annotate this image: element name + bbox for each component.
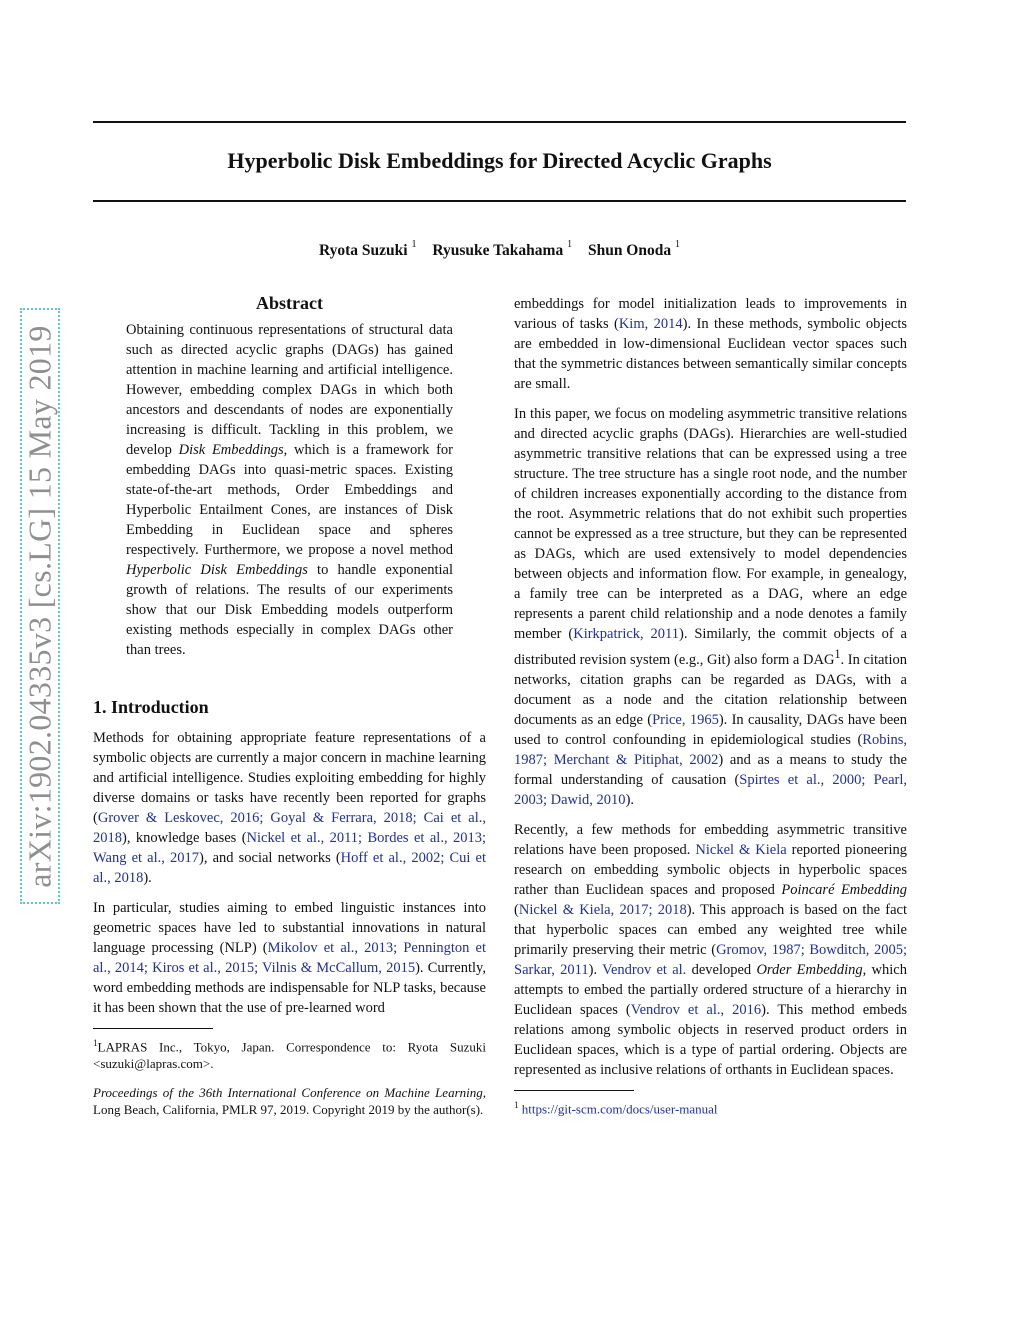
citation-link[interactable]: Mikolov et al., 2013; Pennington et al., 2014; Kiros et al., 2015; Vilnis & McCallum, 2015 bbox=[93, 940, 486, 976]
footnote-rule bbox=[93, 1028, 213, 1029]
citation-link[interactable]: Nickel et al., 2011; Bordes et al., 2013; Wang et al., 2017 bbox=[93, 830, 487, 866]
section-heading-introduction: 1. Introduction bbox=[93, 697, 209, 717]
citation-link[interactable]: Vendrov et al. bbox=[602, 961, 687, 978]
top-rule bbox=[93, 121, 906, 123]
footnote-marker[interactable]: 1 bbox=[834, 647, 841, 661]
author: Ryusuke Takahama $^1$ bbox=[432, 239, 573, 260]
git-manual-link[interactable]: https://git-scm.com/docs/user-manual bbox=[521, 1101, 718, 1117]
body-paragraph: Recently, a few methods for embedding asymmetric transitive relations have been proposed. Nickel & Kiela reported pioneering research on embedding symbolic objects in hyperbolic spaces rather than Euclidean spaces and proposed Poincaré Embedding (Nickel & Kiela, 2017; 2018). This approach is based on the fact that hyperbolic spaces can embed any weighted tree while primarily preserving their metric (Gromov, 1987; Bowditch, 2005; Sarkar, 2011). Vendrov et al. developed Order Embedding, which attempts to embed the partially ordered structure of a hierarchy in Euclidean spaces (Vendrov et al., 2016). This method embeds relations among symbolic objects in reserved product orders in Euclidean spaces, which is a type of partial ordering. Objects are represented as inclusive relations of orthants in Euclidean spaces. bbox=[514, 821, 907, 1078]
citation-link[interactable]: Gromov, 1987; Bowditch, 2005; Sarkar, 2011 bbox=[514, 941, 907, 978]
intro-paragraph: In particular, studies aiming to embed linguistic instances into geometric spaces have led to substantial innovations in natural language processing (NLP) (Mikolov et al., 2013; Pennington et al., 2014; Kiros et al., 2015; Vilnis & McCallum, 2015). Currently, word embedding methods are indispensable for NLP tasks, because it has been shown that the use of pre-learned word bbox=[93, 900, 486, 1016]
citation-link[interactable]: Robins, 1987; Merchant & Pitiphat, 2002 bbox=[514, 731, 907, 768]
citation-link[interactable]: Nickel & Kiela bbox=[695, 841, 787, 858]
title-bottom-rule bbox=[93, 200, 906, 202]
citation-link[interactable]: Kim, 2014 bbox=[618, 316, 683, 332]
right-column bbox=[514, 294, 907, 1129]
citation-link[interactable]: Kirkpatrick, 2011 bbox=[573, 626, 680, 642]
arxiv-identifier-stamp[interactable]: arXiv:1902.04335v3 [cs.LG] 15 May 2019 bbox=[20, 308, 60, 904]
author: Shun Onoda $^1$ bbox=[587, 239, 680, 260]
url-footnote: $^1$ https://git-scm.com/docs/user-manual bbox=[514, 1099, 718, 1117]
citation-link[interactable]: Nickel & Kiela, 2017; 2018 bbox=[518, 901, 687, 918]
author: Ryota Suzuki $^1$ bbox=[319, 239, 417, 260]
citation-link[interactable]: Spirtes et al., 2000; Pearl, 2003; Dawid, 2010 bbox=[514, 771, 907, 808]
citation-link[interactable]: Vendrov et al., 2016 bbox=[630, 1001, 762, 1018]
author-list bbox=[93, 236, 906, 262]
citation-link[interactable]: Price, 1965 bbox=[652, 711, 719, 728]
abstract-text: Obtaining continuous representations of structural data such as directed acyclic graphs (DAGs) has gained attention in machine learning and artificial intelligence. However, embedding complex DAGs in which both ancestors and descendants of nodes are exponentially increasing is difficult. Tackling in this problem, we develop Disk Embeddings, which is a framework for embedding DAGs into quasi-metric spaces. Existing state-of-the-art methods, Order Embeddings and Hyperbolic Entailment Cones, are instances of Disk Embedding in Euclidean space and spheres respectively. Furthermore, we propose a novel method Hyperbolic Disk Embeddings to handle exponential growth of relations. The results of our experiments show that our Disk Embedding models outperform existing methods especially in complex DAGs other than trees. bbox=[126, 322, 453, 658]
body-paragraph: In this paper, we focus on modeling asymmetric transitive relations and directed acyclic graphs (DAGs). Hierarchies are well-studied asymmetric transitive relations that can be expressed using a tree structure. The tree structure has a single root node, and the number of children increases exponentially according to the distance from the root. Asymmetric relations that do not exhibit such properties cannot be expressed as a tree structure, but they can be represented as DAGs, which are used extensively to model dependencies between objects and information flow. For example, in genealogy, a family tree can be interpreted as a DAG, where an edge represents a parent child relationship and a node denotes a family member (Kirkpatrick, 2011). Similarly, the commit objects of a distributed revision system (e.g., Git) also form a DAG$^1$. In citation networks, citation graphs can be regarded as DAGs, with a document as a node and the citation relationship between documents as an edge (Price, 1965). In causality, DAGs have been used to control confounding in epidemiological studies (Robins, 1987; Merchant & Pitiphat, 2002) and as a means to study the formal understanding of causation (Spirtes et al., 2000; Pearl, 2003; Dawid, 2010). bbox=[514, 406, 907, 808]
proceedings-note: Proceedings of the 36th International Conference on Machine Learning, Long Beach, California, PMLR 97, 2019. Copyright 2019 by the author(s). bbox=[93, 1085, 486, 1118]
citation-link[interactable]: Grover & Leskovec, 2016; Goyal & Ferrara, 2018; Cai et al., 2018 bbox=[93, 810, 486, 846]
citation-link[interactable]: Hoff et al., 2002; Cui et al., 2018 bbox=[93, 850, 486, 886]
body-paragraph: embeddings for model initialization leads to improvements in various of tasks (Kim, 2014). In these methods, symbolic objects are embedded in low-dimensional Euclidean vector spaces such that the symmetric distances between semantically similar concepts are small. bbox=[514, 296, 908, 392]
intro-paragraph: Methods for obtaining appropriate feature representations of a symbolic objects are currently a major concern in machine learning and artificial intelligence. Studies exploiting embedding for highly diverse domains or tasks have recently been reported for graphs (Grover & Leskovec, 2016; Goyal & Ferrara, 2018; Cai et al., 2018), knowledge bases (Nickel et al., 2011; Bordes et al., 2013; Wang et al., 2017), and social networks (Hoff et al., 2002; Cui et al., 2018). bbox=[93, 730, 487, 886]
footnote-rule bbox=[514, 1090, 634, 1091]
paper-title: Hyperbolic Disk Embeddings for Directed Acyclic Graphs bbox=[227, 148, 772, 173]
abstract-heading: Abstract bbox=[256, 293, 323, 313]
affiliation-footnote: $^1$LAPRAS Inc., Tokyo, Japan. Correspondence to: Ryota Suzuki <suzuki@lapras.com>. bbox=[93, 1038, 486, 1072]
left-column bbox=[93, 290, 486, 1118]
